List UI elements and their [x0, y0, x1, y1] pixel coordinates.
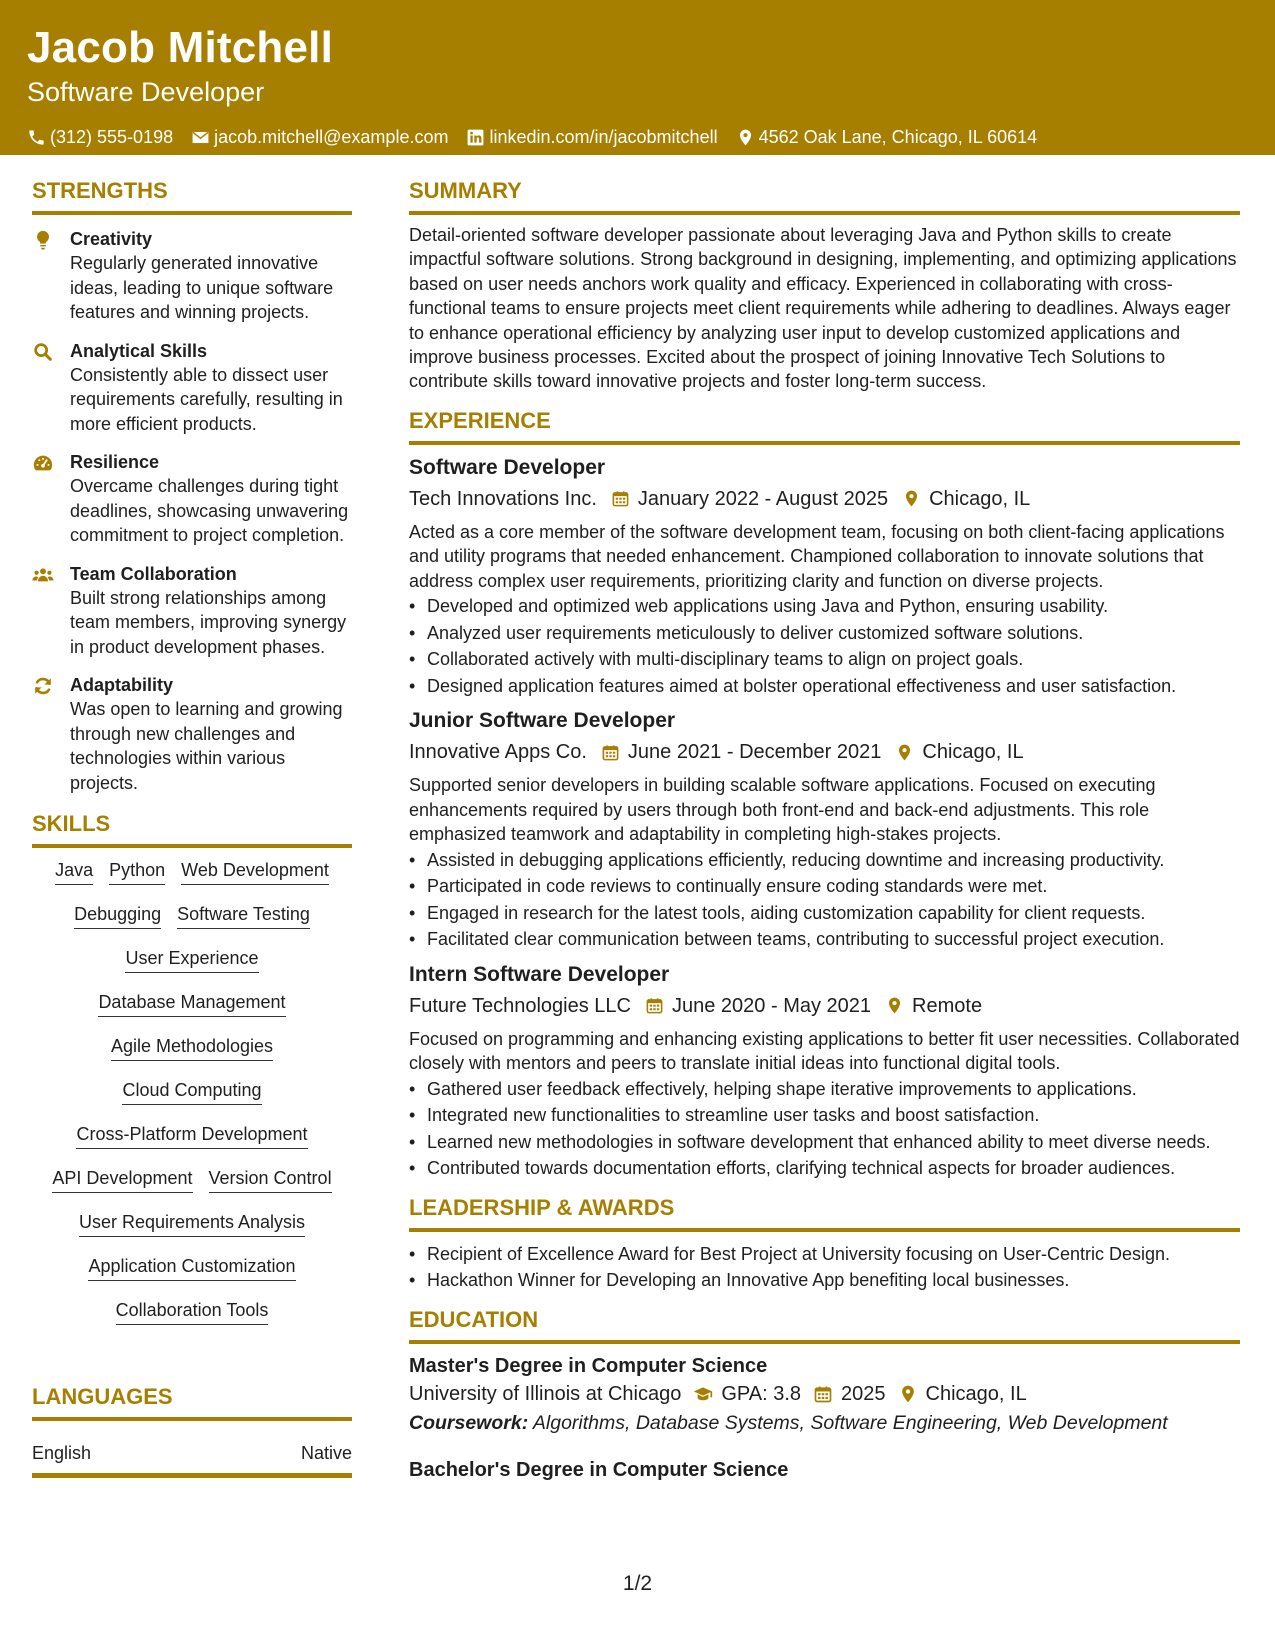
- contact-bar: [27, 126, 1248, 148]
- candidate-name: Jacob Mitchell: [27, 23, 333, 72]
- job-entry: [409, 960, 1240, 1181]
- list-item: • Contributed towards documentation efforts, clarifying technical aspects for broader audiences.: [409, 1156, 1240, 1181]
- language-level: Native: [300, 1443, 352, 1463]
- map-pin-icon: [885, 996, 904, 1015]
- skill-tag: Application Customization: [88, 1254, 295, 1281]
- left-column: [32, 176, 352, 1478]
- list-item: • Recipient of Excellence Award for Best Project at University focusing on User-Centric Design.: [409, 1242, 1240, 1267]
- map-pin-icon: [898, 1384, 918, 1404]
- page-number: 1/2: [622, 1572, 653, 1595]
- degree-year: 2025: [841, 1382, 886, 1405]
- degree-school: University of Illinois at Chicago: [409, 1382, 682, 1405]
- degree-title: Master's Degree in Computer Science: [409, 1354, 768, 1377]
- strength-item: [32, 562, 352, 660]
- skill-tag: User Experience: [125, 946, 258, 973]
- job-dates: June 2020 - May 2021: [672, 994, 872, 1017]
- strength-title: Adaptability: [70, 675, 174, 695]
- coursework-label: Coursework:: [409, 1411, 529, 1434]
- job-description: Focused on programming and enhancing existing applications to better fit user necessities. Collaborated closely with mentors and peers to translate initial ideas into functional digital tools.: [409, 1028, 1240, 1074]
- linkedin-text: linkedin.com/in/jacobmitchell: [489, 127, 718, 147]
- strength-title: Analytical Skills: [70, 340, 208, 361]
- list-item: • Hackathon Winner for Developing an Innovative App benefiting local businesses.: [409, 1268, 1240, 1293]
- contact-linkedin[interactable]: [466, 126, 717, 148]
- job-entry: [409, 453, 1240, 699]
- strengths-heading: STRENGTHS: [32, 176, 352, 215]
- strength-desc: Overcame challenges during tight deadlines, showcasing unwavering commitment to project completion.: [70, 476, 349, 545]
- skill-tag: Database Management: [98, 990, 285, 1017]
- job-title: Software Developer: [409, 455, 606, 479]
- skill-tag: Python: [109, 858, 165, 885]
- job-title: Junior Software Developer: [409, 709, 676, 733]
- leadership-heading: LEADERSHIP & AWARDS: [409, 1193, 1240, 1232]
- job-entry: [409, 706, 1240, 952]
- job-bullets: [409, 594, 1240, 698]
- job-location: Chicago, IL: [922, 741, 1024, 764]
- resume-header: [0, 0, 1275, 155]
- degree-location: Chicago, IL: [925, 1382, 1027, 1405]
- calendar-icon: [601, 743, 620, 762]
- skill-tag: Version Control: [209, 1166, 332, 1193]
- phone-text: (312) 555-0198: [50, 127, 174, 147]
- contact-phone[interactable]: [27, 126, 173, 148]
- skill-tag: Java: [55, 858, 93, 885]
- job-location: Chicago, IL: [929, 487, 1031, 510]
- skills-section: [32, 809, 352, 1342]
- list-item: • Developed and optimized web applications using Java and Python, ensuring usability.: [409, 594, 1240, 619]
- skill-tag: Agile Methodologies: [111, 1034, 273, 1061]
- skill-tag: Debugging: [74, 902, 161, 929]
- strength-desc: Was open to learning and growing through new challenges and technologies within various projects.: [70, 699, 343, 793]
- list-item: • Learned new methodologies in software development that enhanced ability to meet diverse needs.: [409, 1130, 1240, 1155]
- job-bullets: [409, 1077, 1240, 1181]
- job-bullets: [409, 848, 1240, 952]
- right-column: [409, 176, 1240, 1484]
- language-name: English: [32, 1443, 92, 1463]
- skill-tag: Cross-Platform Development: [76, 1122, 307, 1149]
- map-pin-icon: [736, 128, 755, 147]
- map-pin-icon: [895, 743, 914, 762]
- email-text: jacob.mitchell@example.com: [214, 127, 449, 147]
- job-description: Supported senior developers in building scalable software applications. Focused on executing enhancements required by users through both front-end and back-end adjustments. This role emphasized teamwork and adaptability in completing high-stakes projects.: [409, 775, 1156, 845]
- skills-heading: SKILLS: [32, 809, 352, 848]
- coursework: [409, 1408, 1240, 1438]
- strength-title: Team Collaboration: [70, 563, 237, 584]
- summary-section: [409, 176, 1240, 394]
- address-text: 4562 Oak Lane, Chicago, IL 60614: [758, 127, 1038, 147]
- languages-section: [32, 1382, 352, 1478]
- list-item: • Designed application features aimed at bolster operational effectiveness and user satisfaction.: [409, 674, 1240, 699]
- job-description: Acted as a core member of the software development team, focusing on both client-facing applications and utility programs that needed enhancement. Championed collaboration to innovate solutions that address complex user requirements, prioritizing clarity and function on diverse projects.: [409, 521, 1225, 591]
- strength-desc: Consistently able to dissect user requirements carefully, resulting in more efficient products.: [70, 364, 343, 434]
- envelope-icon: [191, 128, 210, 147]
- gauge-icon: [32, 452, 54, 474]
- list-item: • Integrated new functionalities to streamline user tasks and boost satisfaction.: [409, 1103, 1240, 1128]
- job-meta: [409, 737, 1240, 767]
- contact-address: [736, 126, 1038, 148]
- lightbulb-icon: [32, 229, 54, 251]
- experience-heading: EXPERIENCE: [409, 406, 1240, 445]
- list-item: • Collaborated actively with multi-disciplinary teams to align on project goals.: [409, 647, 1240, 672]
- degree-title: Bachelor's Degree in Computer Science: [409, 1458, 789, 1481]
- search-icon: [32, 341, 54, 363]
- leadership-section: [409, 1193, 1240, 1293]
- job-company: Innovative Apps Co.: [409, 741, 587, 764]
- skill-tag: User Requirements Analysis: [79, 1210, 305, 1237]
- strength-item: [32, 227, 352, 325]
- language-row: [32, 1421, 352, 1478]
- degree-meta: [409, 1380, 1240, 1408]
- strength-title: Creativity: [70, 229, 153, 249]
- strengths-section: [32, 176, 352, 795]
- education-heading: EDUCATION: [409, 1305, 1240, 1344]
- job-dates: June 2021 - December 2021: [627, 741, 882, 764]
- phone-icon: [27, 128, 46, 147]
- list-item: • Participated in code reviews to continually ensure coding standards were met.: [409, 874, 1240, 899]
- job-meta: [409, 484, 1240, 514]
- list-item: • Facilitated clear communication between teams, contributing to successful project execution.: [409, 927, 1240, 952]
- list-item: • Gathered user feedback effectively, helping shape iterative improvements to applications.: [409, 1077, 1240, 1102]
- languages-heading: LANGUAGES: [32, 1382, 352, 1421]
- job-company: Future Technologies LLC: [409, 994, 631, 1017]
- strength-title: Resilience: [70, 452, 160, 472]
- job-title: Intern Software Developer: [409, 962, 670, 986]
- skill-tag: Cloud Computing: [122, 1078, 261, 1105]
- skill-tag: Collaboration Tools: [116, 1298, 269, 1325]
- skill-tag: API Development: [52, 1166, 192, 1193]
- coursework-list: Algorithms, Database Systems, Software Engineering, Web Development: [532, 1411, 1168, 1434]
- list-item: • Analyzed user requirements meticulously to deliver customized software solutions.: [409, 621, 1240, 646]
- calendar-icon: [645, 996, 664, 1015]
- refresh-icon: [32, 675, 54, 697]
- candidate-title: Software Developer: [27, 77, 265, 107]
- strength-item: [32, 450, 352, 548]
- job-location: Remote: [912, 994, 983, 1017]
- list-item: • Assisted in debugging applications efficiently, reducing downtime and increasing productivity.: [409, 848, 1240, 873]
- strength-desc: Built strong relationships among team members, improving synergy in product development phases.: [70, 587, 347, 657]
- list-item: • Engaged in research for the latest tools, aiding customization capability for client requests.: [409, 901, 1240, 926]
- experience-section: [409, 406, 1240, 1181]
- calendar-icon: [813, 1384, 833, 1404]
- job-company: Tech Innovations Inc.: [409, 487, 597, 510]
- skill-tag: Software Testing: [177, 902, 310, 929]
- job-dates: January 2022 - August 2025: [637, 487, 889, 510]
- strength-item: [32, 339, 352, 437]
- users-icon: [32, 564, 54, 586]
- linkedin-icon: [466, 128, 485, 147]
- skill-tag: Web Development: [181, 858, 329, 885]
- strength-item: [32, 673, 352, 795]
- education-section: [409, 1305, 1240, 1484]
- map-pin-icon: [902, 489, 921, 508]
- calendar-icon: [611, 489, 630, 508]
- degree-gpa: GPA: 3.8: [721, 1382, 802, 1405]
- graduation-cap-icon: [693, 1384, 713, 1404]
- strength-desc: Regularly generated innovative ideas, leading to unique software features and winning projects.: [70, 253, 334, 322]
- summary-text: Detail-oriented software developer passionate about leveraging Java and Python skills to create impactful software solutions. Strong background in designing, implementing, and optimizing applications based on user needs anchors work quality and efficacy. Experienced in collaborating with cross-functional teams to ensure projects meet client requirements while adhering to deadlines. Always eager to enhance operational efficiency by analyzing user input to develop customized applications and improve business processes. Excited about the prospect of joining Innovative Tech Solutions to contribute skills toward innovative projects and foster long-term success.: [409, 225, 1237, 392]
- leadership-bullets: [409, 1242, 1240, 1293]
- job-meta: [409, 991, 1240, 1021]
- summary-heading: SUMMARY: [409, 176, 1240, 215]
- contact-email[interactable]: [191, 126, 448, 148]
